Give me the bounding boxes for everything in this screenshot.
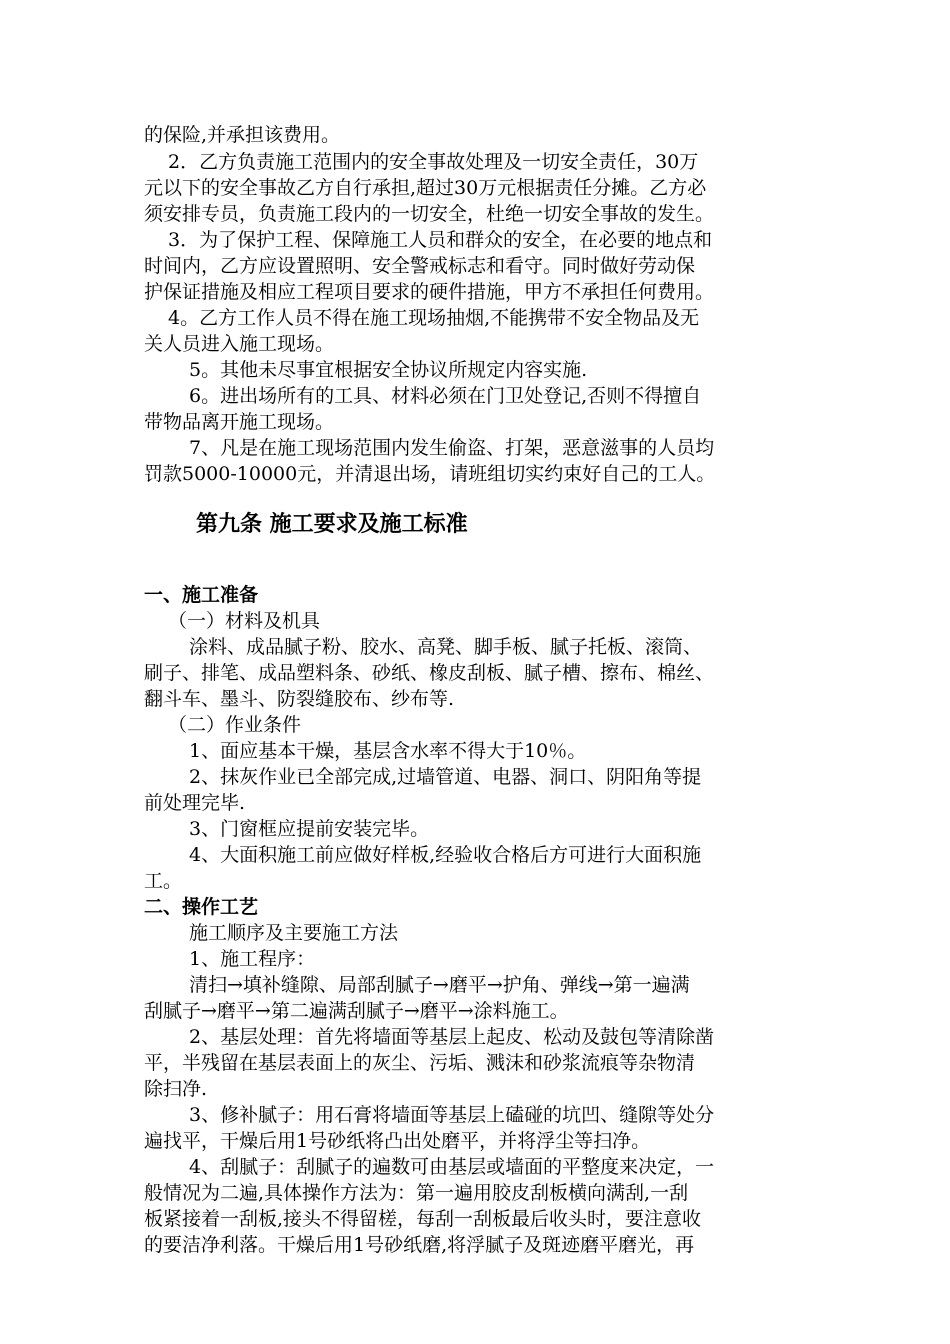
text-line: 刮腻子→磨平→第二遍满刮腻子→磨平→涂料施工。 xyxy=(144,1000,569,1022)
text-line: 4、大面积施工前应做好样板,经验收合格后方可进行大面积施 xyxy=(189,844,702,866)
text-line: 前处理完毕. xyxy=(144,792,246,814)
text-line: 涂料、成品腻子粉、胶水、高凳、脚手板、腻子托板、滚筒、 xyxy=(189,636,703,658)
subheading: （一）材料及机具 xyxy=(168,610,321,632)
text-line: 6。进出场所有的工具、材料必须在门卫处登记,否则不得擅自 xyxy=(189,385,702,407)
text-line: 般情况为二遍,具体操作方法为：第一遍用胶皮刮板横向满刮,一刮 xyxy=(144,1182,689,1204)
text-line: 2、基层处理：首先将墙面等基层上起皮、松动及鼓包等清除凿 xyxy=(189,1026,715,1048)
text-line: 4、刮腻子：刮腻子的遍数可由基层或墙面的平整度来决定，一 xyxy=(189,1156,715,1178)
text-line: 的保险,并承担该费用。 xyxy=(144,124,341,146)
text-line: 时间内，乙方应设置照明、安全警戒标志和看守。同时做好劳动保 xyxy=(144,255,696,277)
text-line: 施工顺序及主要施工方法 xyxy=(189,922,399,944)
text-line: 2．乙方负责施工范围内的安全事故处理及一切安全责任，30万 xyxy=(168,151,699,173)
text-line: 清扫→填补缝隙、局部刮腻子→磨平→护角、弹线→第一遍满 xyxy=(189,974,690,996)
text-line: 5。其他未尽事宜根据安全协议所规定内容实施. xyxy=(189,359,588,381)
subheading: （二）作业条件 xyxy=(168,714,302,736)
text-line: 须安排专员，负责施工段内的一切安全，杜绝一切安全事故的发生。 xyxy=(144,203,715,225)
text-line: 带物品离开施工现场。 xyxy=(144,411,335,433)
text-line: 7、凡是在施工现场范围内发生偷盗、打架，恶意滋事的人员均 xyxy=(189,437,715,459)
text-line: 3、门窗框应提前安装完毕。 xyxy=(189,818,430,840)
text-line: 1、面应基本干燥，基层含水率不得大于10％。 xyxy=(189,740,587,762)
text-line: 除扫净. xyxy=(144,1078,208,1100)
text-line: 平，半残留在基层表面上的灰尘、污垢、溅沫和砂浆流痕等杂物清 xyxy=(144,1052,696,1074)
text-line: 3、修补腻子：用石膏将墙面等基层上磕碰的坑凹、缝隙等处分 xyxy=(189,1104,715,1126)
text-line: 罚款5000-10000元，并清退出场，请班组切实约束好自己的工人。 xyxy=(144,463,716,485)
text-line: 1、施工程序： xyxy=(189,948,316,970)
text-line: 刷子、排笔、成品塑料条、砂纸、橡皮刮板、腻子槽、擦布、棉丝、 xyxy=(144,662,715,684)
text-line: 4。乙方工作人员不得在施工现场抽烟,不能携带不安全物品及无 xyxy=(168,307,700,329)
text-line: 翻斗车、墨斗、防裂缝胶布、纱布等. xyxy=(144,688,455,710)
text-line: 2、抹灰作业已全部完成,过墙管道、电器、洞口、阴阳角等提 xyxy=(189,766,702,788)
section-title: 第九条 施工要求及施工标准 xyxy=(196,511,468,537)
heading: 二、操作工艺 xyxy=(144,896,259,918)
text-line: 的要洁净利落。干燥后用1号砂纸磨,将浮腻子及斑迹磨平磨光，再 xyxy=(144,1234,695,1256)
text-line: 3．为了保护工程、保障施工人员和群众的安全，在必要的地点和 xyxy=(168,229,713,251)
text-line: 元以下的安全事故乙方自行承担,超过30万元根据责任分摊。乙方必 xyxy=(144,177,707,199)
text-line: 关人员进入施工现场。 xyxy=(144,333,335,355)
text-line: 护保证措施及相应工程项目要求的硬件措施，甲方不承担任何费用。 xyxy=(144,281,715,303)
text-line: 板紧接着一刮板,接头不得留槎，每刮一刮板最后收头时，要注意收 xyxy=(144,1208,702,1230)
text-line: 工。 xyxy=(144,870,183,892)
text-line: 遍找平，干燥后用1号砂纸将凸出处磨平，并将浮尘等扫净。 xyxy=(144,1130,651,1152)
heading: 一、施工准备 xyxy=(144,584,259,606)
